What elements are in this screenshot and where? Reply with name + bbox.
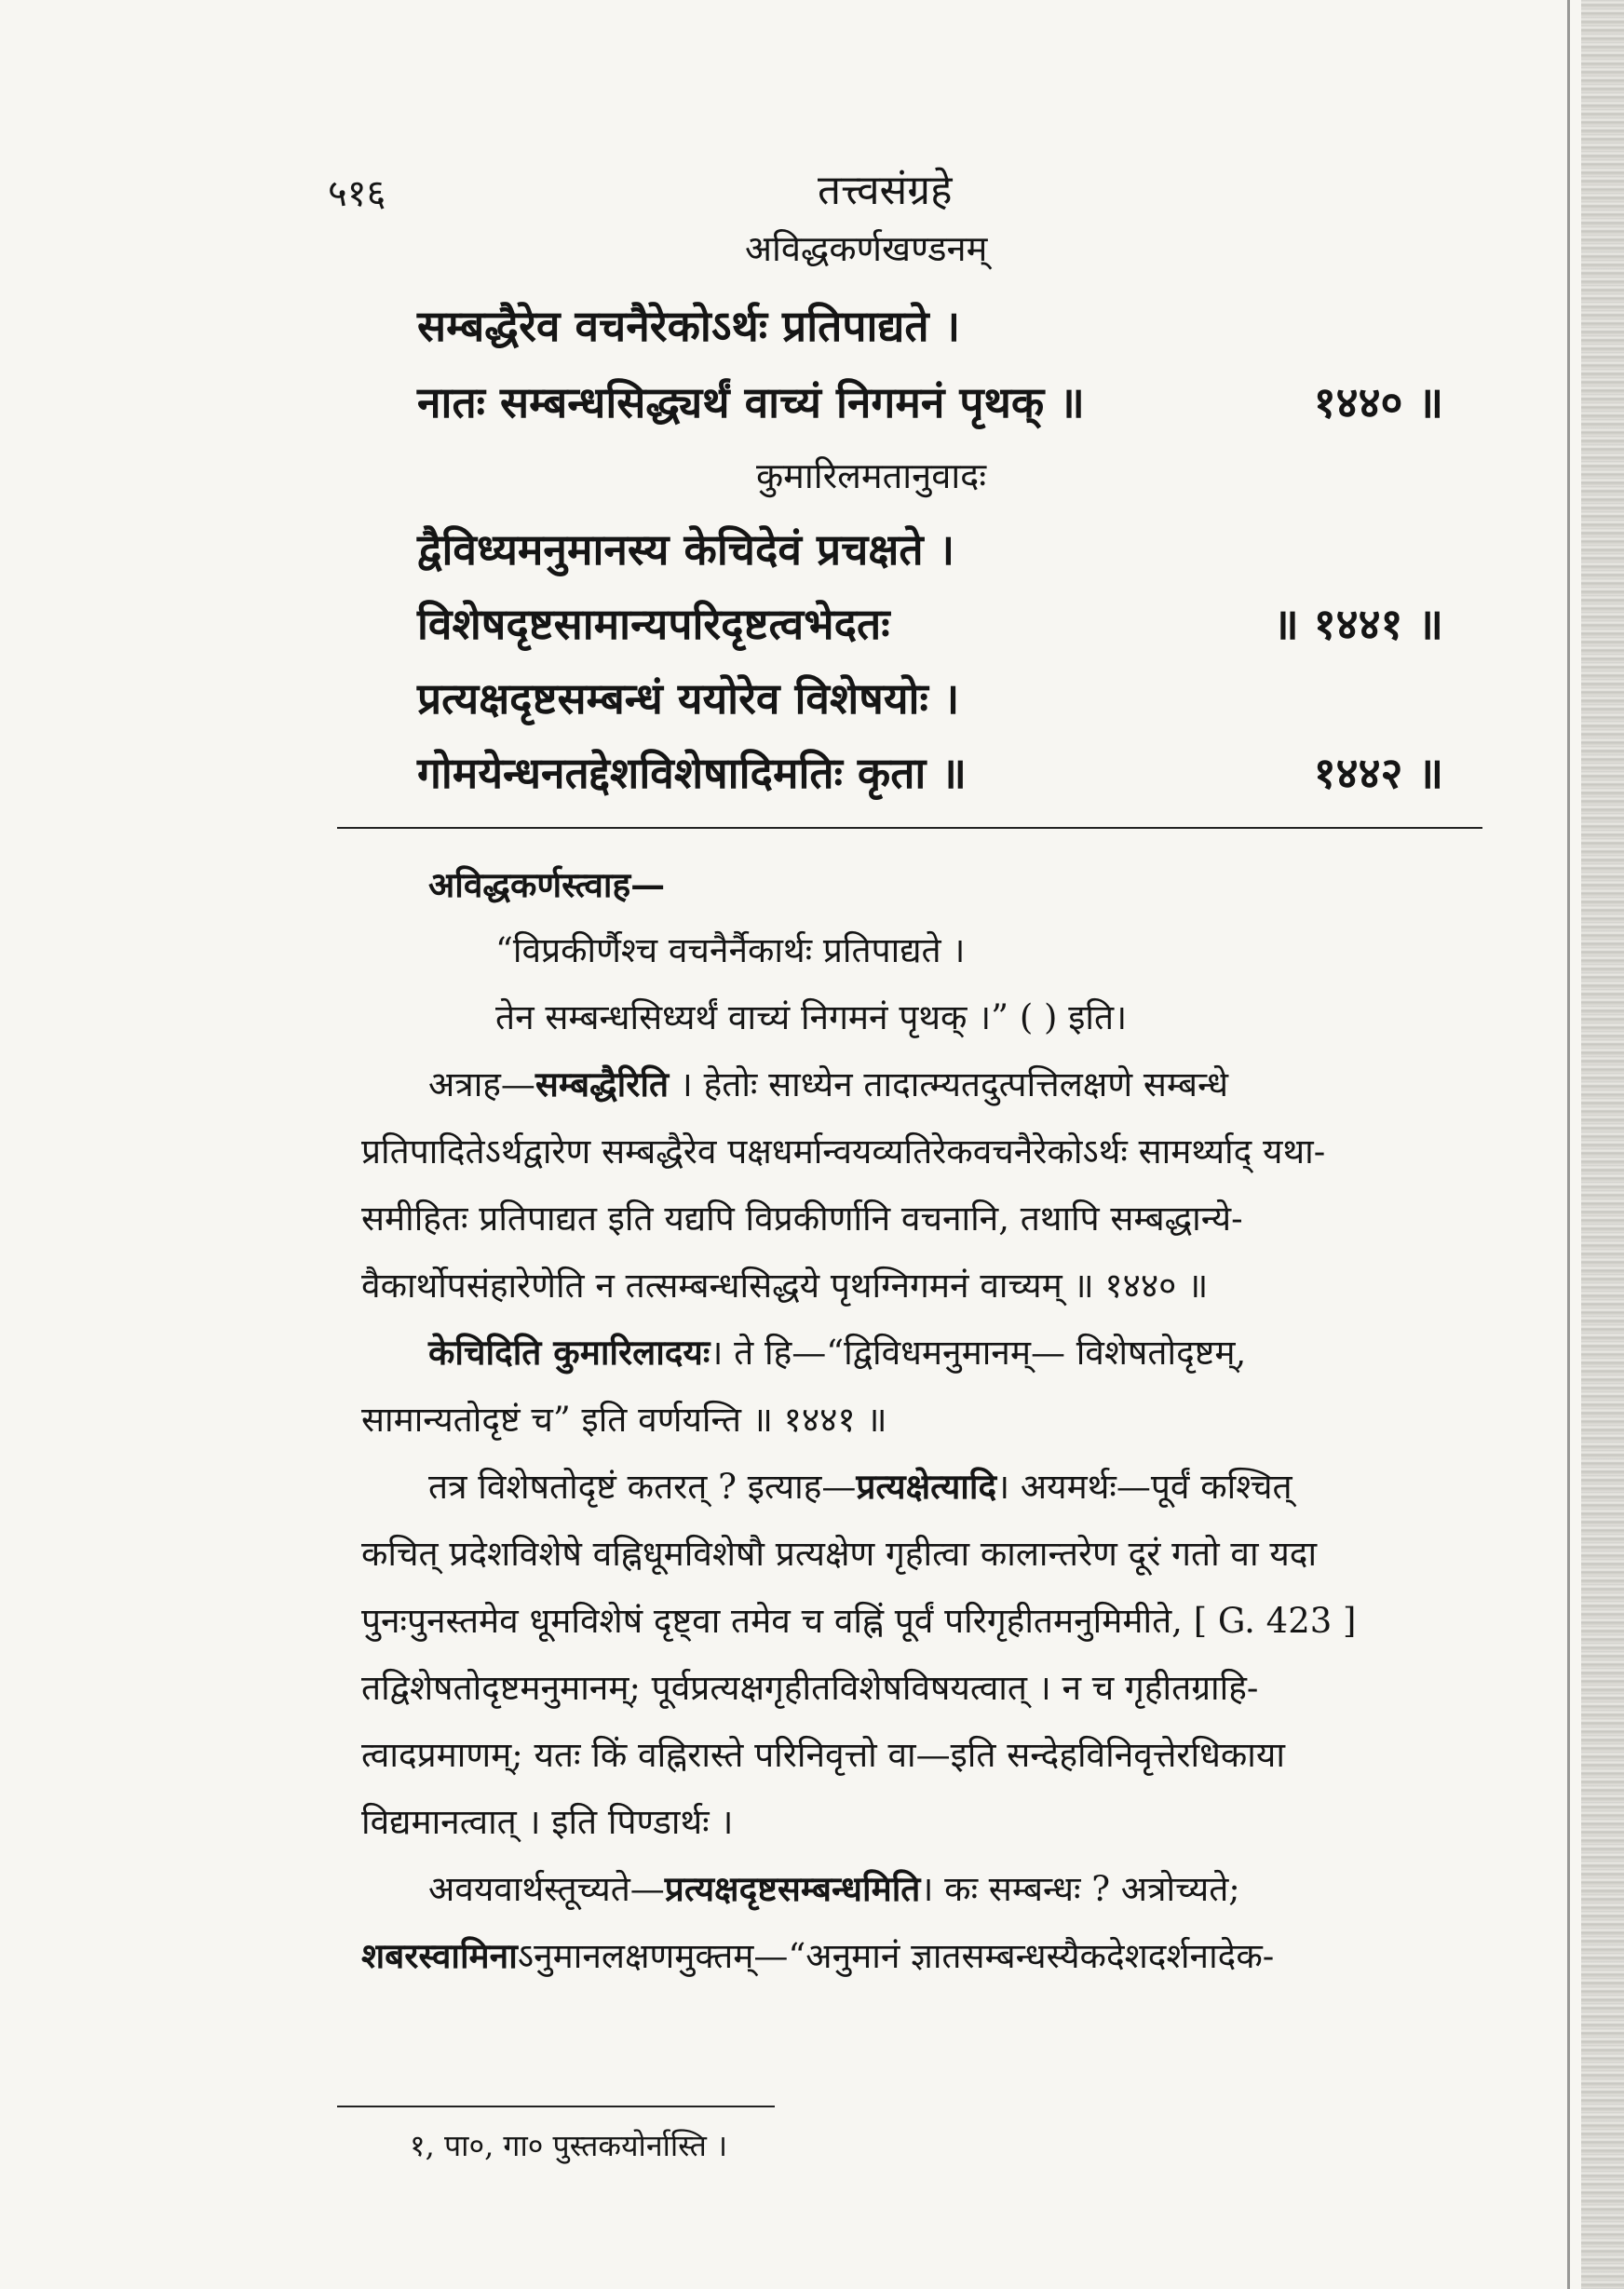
commentary-text: तेन सम्बन्धसिध्यर्थं वाच्यं निगमनं पृथक् ।” ( ) इति। [495, 997, 1128, 1037]
commentary-text: अवयवार्थस्तूच्यते— [428, 1869, 665, 1909]
scan-binding-line [1567, 0, 1570, 2289]
commentary-line [428, 1332, 1499, 1373]
commentary-text: त्वादप्रमाणम्; यतः किं वह्निरास्ते परिनिवृत्तो वा—इति सन्देहविनिवृत्तेरधिकाया [361, 1735, 1285, 1775]
commentary-text: ऽनुमानलक्षणमुक्तम्—“अनुमानं ज्ञातसम्बन्धस्यैकदेशदर्शनादेक- [517, 1936, 1275, 1976]
commentary-text: विद्यमानत्वात् । इति पिण्डार्थः । [361, 1802, 734, 1842]
commentary-text: । अयमर्थः—पूर्वं कश्चित् [996, 1467, 1292, 1507]
commentary-text: “विप्रकीर्णैश्च वचनैर्नैकार्थः प्रतिपाद्यते । [495, 930, 966, 970]
verse-text: प्रत्यक्षदृष्टसम्बन्धं ययोरेव विशेषयोः । [417, 673, 960, 724]
verse-number: ॥ १४४१ ॥ [1273, 599, 1443, 649]
verse-number: १४४० ॥ [1313, 377, 1443, 427]
commentary-text: । कः सम्बन्धः ? अत्रोच्यते; [920, 1869, 1240, 1909]
commentary-text: अत्राह— [428, 1064, 535, 1104]
verse-text: विशेषदृष्टसामान्यपरिदृष्टत्वभेदतः [417, 599, 890, 649]
commentary-keyword: प्रत्यक्षदृष्टसम्बन्धमिति [664, 1868, 921, 1909]
commentary-line [361, 1668, 1499, 1708]
footnote-divider [337, 2106, 775, 2107]
verse-line [417, 520, 1443, 577]
verse-commentary-divider [337, 827, 1482, 829]
commentary-line [428, 1063, 1499, 1104]
footnote: १, पा०, गा० पुस्तकयोर्नास्ति । [410, 2128, 728, 2163]
commentary-text: कचित् प्रदेशविशेषे वह्निधूमविशेषौ प्रत्यक्षेण गृहीत्वा कालान्तरेण दूरं गतो वा यदा [361, 1534, 1318, 1574]
verse-line [417, 594, 1443, 652]
verse-text: नातः सम्बन्धसिद्ध्यर्थं वाच्यं निगमनं पृथक् ॥ [417, 377, 1085, 427]
commentary-text: तद्विशेषतोदृष्टमनुमानम्; पूर्वप्रत्यक्षगृहीतविशेषविषयत्वात् । न च गृहीतग्राहि- [361, 1668, 1259, 1708]
verse-line [417, 372, 1443, 430]
commentary-line [361, 1802, 1499, 1842]
commentary-keyword: शबरस्वामिना [361, 1935, 518, 1976]
commentary-text: । ते हि—“द्विविधमनुमानम्— विशेषतोदृष्टम्, [710, 1333, 1247, 1373]
commentary-text: तत्र विशेषतोदृष्टं कतरत् ? इत्याह— [428, 1467, 857, 1507]
commentary-text: प्रतिपादितेऽर्थद्वारेण सम्बद्धैरेव पक्षधर्मान्वयव्यतिरेकवचनैरेकोऽर्थः सामर्थ्याद् यथा- [361, 1131, 1326, 1172]
commentary-text: सामान्यतोदृष्टं च” इति वर्णयन्ति ॥ १४४१ ॥ [361, 1400, 887, 1440]
section-heading-avidhakarna: अविद्धकर्णखण्डनम् [745, 228, 988, 269]
verse-line [417, 296, 1443, 354]
commentary-line [361, 1735, 1499, 1775]
commentary-line [495, 997, 1499, 1037]
commentary-text: । हेतोः साध्येन तादात्म्यतदुत्पत्तिलक्षणे सम्बन्धे [669, 1064, 1229, 1104]
commentary-line [361, 1199, 1499, 1239]
commentary-keyword: अविद्धकर्णस्त्वाह— [428, 864, 666, 905]
commentary-line [361, 1131, 1499, 1172]
running-head: तत्त्वसंग्रहे [818, 167, 953, 214]
page-number: ५१६ [328, 172, 386, 215]
commentary-line [428, 864, 1499, 905]
commentary-line [361, 1601, 1499, 1641]
verse-text: गोमयेन्धनतद्देशविशेषादिमतिः कृता ॥ [417, 748, 967, 798]
verse-number: १४४२ ॥ [1313, 748, 1443, 798]
commentary-line [361, 1266, 1499, 1306]
commentary-line [361, 1400, 1499, 1440]
commentary-text: वैकार्थोपसंहारेणेति न तत्सम्बन्धसिद्धये पृथग्निगमनं वाच्यम् ॥ १४४० ॥ [361, 1266, 1209, 1306]
section-heading-kumarila: कुमारिलमतानुवादः [756, 455, 987, 496]
verse-text: द्वैविध्यमनुमानस्य केचिदेवं प्रचक्षते । [417, 524, 954, 575]
commentary-keyword: केचिदिति कुमारिलादयः [428, 1332, 710, 1373]
commentary-line [495, 930, 1499, 970]
commentary-keyword: प्रत्यक्षेत्यादि [856, 1466, 997, 1507]
verse-line [417, 743, 1443, 801]
scan-page-edge [1581, 0, 1624, 2289]
commentary-text: पुनःपुनस्तमेव धूमविशेषं दृष्ट्वा तमेव च वह्निं पूर्वं परिगृहीतमनुमिमीते, [ G. 423 ] [361, 1601, 1357, 1641]
commentary-text: समीहितः प्रतिपाद्यत इति यद्यपि विप्रकीर्णानि वचनानि, तथापि सम्बद्धान्ये- [361, 1199, 1243, 1239]
commentary-line [361, 1534, 1499, 1574]
verse-text: सम्बद्धैरेव वचनैरेकोऽर्थः प्रतिपाद्यते । [417, 301, 961, 351]
verse-line [417, 669, 1443, 726]
commentary-line [361, 1935, 1499, 1976]
commentary-line [428, 1868, 1499, 1909]
commentary-line [428, 1466, 1499, 1507]
commentary-keyword: सम्बद्धैरिति [535, 1063, 670, 1104]
